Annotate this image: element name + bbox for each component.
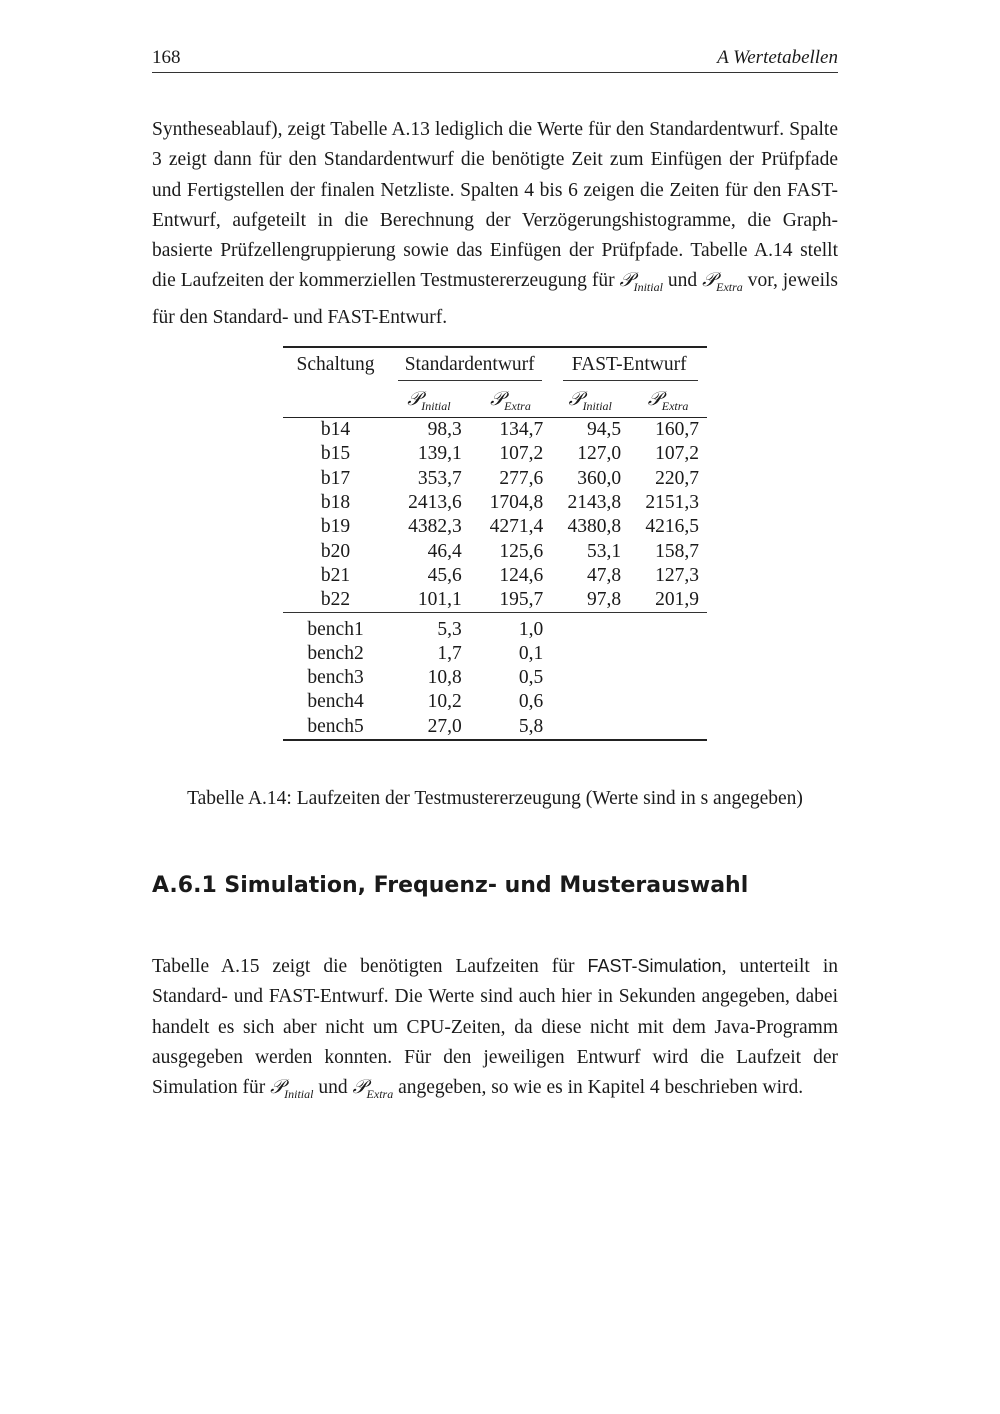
text: und (313, 1077, 353, 1099)
runtime-value: 158,7 (655, 540, 699, 562)
runtime-value: 277,6 (499, 467, 544, 489)
runtime-value: 1,7 (437, 642, 462, 664)
runtime-value: 2151,3 (645, 492, 699, 514)
text: vor, jeweils für den Standard- und FAST-Entwurf. (152, 270, 838, 328)
runtime-value: 0,6 (518, 691, 544, 713)
runtime-value: 5,3 (388, 613, 470, 642)
runtime-value: 27,0 (427, 715, 462, 737)
table-row (283, 642, 707, 666)
runtime-value: 0,1 (518, 642, 544, 664)
col-header-schaltung: Schaltung (296, 353, 375, 375)
sub-header-p-initial: 𝒫$_{Initial}$ (551, 381, 629, 418)
circuit-name: b15 (320, 443, 351, 465)
runtime-value: 47,8 (587, 564, 622, 586)
tool-name: FAST-Simulation (587, 956, 722, 976)
circuit-name: b20 (320, 540, 351, 562)
runtime-value: 10,8 (427, 667, 462, 689)
circuit-name: b22 (320, 589, 351, 611)
runtime-value: 220,7 (655, 467, 699, 489)
runtime-value: 53,1 (587, 540, 622, 562)
runtime-value: 127,0 (577, 443, 622, 465)
table-row (283, 613, 707, 642)
runtime-value: 125,6 (499, 540, 544, 562)
math-p-initial: 𝒫$_{Initial}$ (270, 1077, 314, 1102)
runtime-value: 1704,8 (489, 492, 544, 514)
runtime-value: 127,3 (655, 564, 699, 586)
chapter-title: A Wertetabellen (717, 47, 838, 68)
runtime-value: 160,7 (655, 419, 699, 441)
runtime-value: 4216,5 (645, 516, 699, 538)
runtime-value: 2413,6 (408, 492, 462, 514)
runtime-table (283, 346, 707, 741)
circuit-name: bench3 (307, 667, 364, 689)
circuit-name: bench1 (283, 613, 388, 642)
runtime-value: 101,1 (417, 589, 462, 611)
math-p-extra: 𝒫$_{Extra}$ (702, 270, 743, 295)
section-heading: A.6.1 Simulation, Frequenz- und Musterauswahl (152, 873, 749, 898)
runtime-value: 201,9 (655, 589, 699, 611)
runtime-value (551, 613, 629, 642)
table-caption: Tabelle A.14: Laufzeiten der Testmustererzeugung (Werte sind in s angegeben) (187, 788, 803, 809)
runtime-value (551, 642, 629, 666)
text: und (662, 270, 703, 292)
paragraph-simulation (152, 951, 838, 1109)
runtime-value (629, 613, 707, 642)
table-row (283, 467, 707, 491)
table-row (283, 515, 707, 539)
table-row (283, 715, 707, 740)
text: angegeben, so wie es in Kapitel 4 beschrieben wird. (393, 1077, 804, 1099)
runtime-value: 2143,8 (567, 492, 622, 514)
runtime-value: 4380,8 (567, 516, 622, 538)
circuit-name: bench4 (307, 691, 364, 713)
runtime-value (629, 690, 707, 714)
runtime-value: 353,7 (417, 467, 462, 489)
runtime-value: 46,4 (427, 540, 462, 562)
group-header-standard: Standardentwurf (404, 353, 535, 375)
text: , unterteilt in Standard- und FAST-Entwurf. Die Werte sind auch hier in Sekunden angegeben, dabei handelt es sich aber nicht um CPU-Zeiten, da diese nicht mit dem Java-Programm ausgegeben werden konnten. Für den jeweiligen Entwurf wird die Laufzeit der Simulation für (152, 956, 838, 1099)
runtime-value: 94,5 (587, 419, 622, 441)
table-row (283, 539, 707, 563)
circuit-name: bench5 (307, 715, 364, 737)
math-p-initial: 𝒫$_{Initial}$ (619, 270, 663, 295)
runtime-value: 45,6 (427, 564, 462, 586)
circuit-name: b19 (320, 516, 351, 538)
table-row (283, 690, 707, 714)
runtime-value (551, 666, 629, 690)
runtime-value: 4382,3 (408, 516, 462, 538)
runtime-value: 107,2 (499, 443, 544, 465)
runtime-value (629, 715, 707, 740)
circuit-name: b14 (320, 419, 351, 441)
page-number: 168 (152, 47, 181, 68)
runtime-value: 1,0 (470, 613, 552, 642)
runtime-value: 360,0 (577, 467, 622, 489)
runtime-value: 195,7 (499, 589, 544, 611)
circuit-name: b21 (320, 564, 351, 586)
runtime-value: 139,1 (417, 443, 462, 465)
runtime-value: 5,8 (518, 715, 544, 737)
circuit-name: b17 (320, 467, 351, 489)
circuit-name: b18 (320, 492, 351, 514)
math-p-extra: 𝒫$_{Extra}$ (352, 1077, 394, 1102)
runtime-value: 124,6 (499, 564, 544, 586)
sub-header-p-extra: 𝒫$_{Extra}$ (470, 381, 552, 418)
table-row (283, 564, 707, 588)
table-row (283, 418, 707, 443)
runtime-value (629, 642, 707, 666)
runtime-value: 0,5 (518, 667, 544, 689)
text: Syntheseablauf), zeigt Tabelle A.13 lediglich die Werte für den Standardentwurf. Spalte 3 zeigt dann für den Standardentwurf die benötigte Zeit zum Einfügen der Prüfpfade und Fertigstellen der finalen Netzliste. Spalten 4 bis 6 zeigen die Zeiten für den FAST-Entwurf, aufgeteilt in die Berechnung der Verzögerungshistogramme, die Graph-basierte Prüfzellengruppierung sowie das Einfügen der Prüfpfade. Tabelle A.14 stellt die Laufzeiten der kommerziellen Testmustererzeugung für (152, 119, 838, 292)
runtime-value (551, 715, 629, 740)
table-row (283, 666, 707, 690)
runtime-value: 10,2 (427, 691, 462, 713)
runtime-value (551, 690, 629, 714)
circuit-name: bench2 (307, 642, 364, 664)
table-row (283, 491, 707, 515)
runtime-value (629, 666, 707, 690)
sub-header-p-extra: 𝒫$_{Extra}$ (629, 381, 707, 418)
table-row (283, 442, 707, 466)
runtime-value: 134,7 (499, 419, 544, 441)
sub-header-p-initial: 𝒫$_{Initial}$ (388, 381, 470, 418)
text: Tabelle A.15 zeigt die benötigten Laufzeiten für (152, 956, 588, 977)
runtime-value: 98,3 (427, 419, 462, 441)
paragraph-intro (152, 115, 838, 333)
runtime-value: 97,8 (587, 589, 622, 611)
running-header (152, 45, 838, 73)
runtime-value: 107,2 (655, 443, 699, 465)
group-header-fast: FAST-Entwurf (571, 353, 687, 375)
runtime-value: 4271,4 (489, 516, 544, 538)
table-row (283, 588, 707, 613)
